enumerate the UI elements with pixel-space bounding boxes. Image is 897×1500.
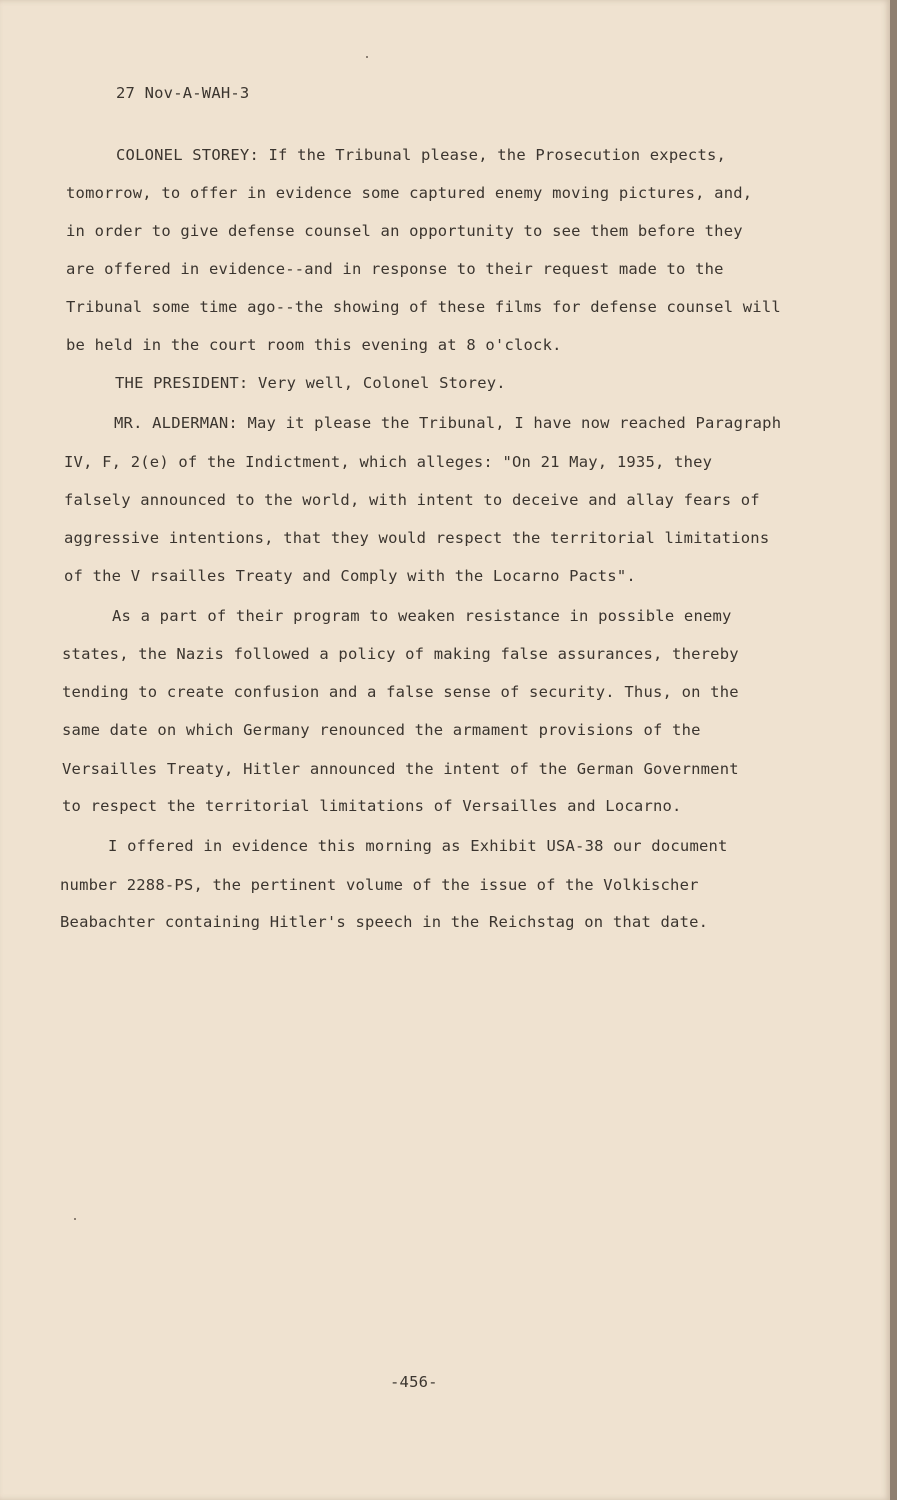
text-line: are offered in evidence--and in response to their request made to the [66,260,724,278]
header-reference: 27 Nov-A-WAH-3 [116,84,250,102]
text-line: be held in the court room this evening at 8 o'clock. [66,336,562,354]
text-line: Tribunal some time ago--the showing of these films for defense counsel will [66,298,781,316]
text-line: IV, F, 2(e) of the Indictment, which alleges: "On 21 May, 1935, they [64,453,713,471]
text-line: Versailles Treaty, Hitler announced the intent of the German Government [62,760,739,778]
text-line: COLONEL STOREY: If the Tribunal please, the Prosecution expects, [116,146,727,164]
text-line: in order to give defense counsel an opportunity to see them before they [66,222,743,240]
text-line: THE PRESIDENT: Very well, Colonel Storey. [115,374,506,392]
text-line: tending to create confusion and a false sense of security. Thus, on the [62,683,739,701]
text-line: aggressive intentions, that they would respect the territorial limitations [64,529,770,547]
text-line: I offered in evidence this morning as Exhibit USA-38 our document [108,837,728,855]
text-line: Beabachter containing Hitler's speech in the Reichstag on that date. [60,913,709,931]
text-line: to respect the territorial limitations of Versailles and Locarno. [62,797,682,815]
paper-speck [366,56,368,58]
page-edge-shadow [890,0,897,1500]
text-line: states, the Nazis followed a policy of making false assurances, thereby [62,645,739,663]
text-line: of the V rsailles Treaty and Comply with the Locarno Pacts". [64,567,636,585]
paper-speck [74,1218,76,1220]
text-line: tomorrow, to offer in evidence some captured enemy moving pictures, and, [66,184,753,202]
page-number: -456- [390,1373,438,1391]
text-line: falsely announced to the world, with intent to deceive and allay fears of [64,491,760,509]
text-line: MR. ALDERMAN: May it please the Tribunal, I have now reached Paragraph [114,414,782,432]
text-line: As a part of their program to weaken resistance in possible enemy [112,607,732,625]
text-line: same date on which Germany renounced the armament provisions of the [62,721,701,739]
text-line: number 2288-PS, the pertinent volume of the issue of the Volkischer [60,876,699,894]
